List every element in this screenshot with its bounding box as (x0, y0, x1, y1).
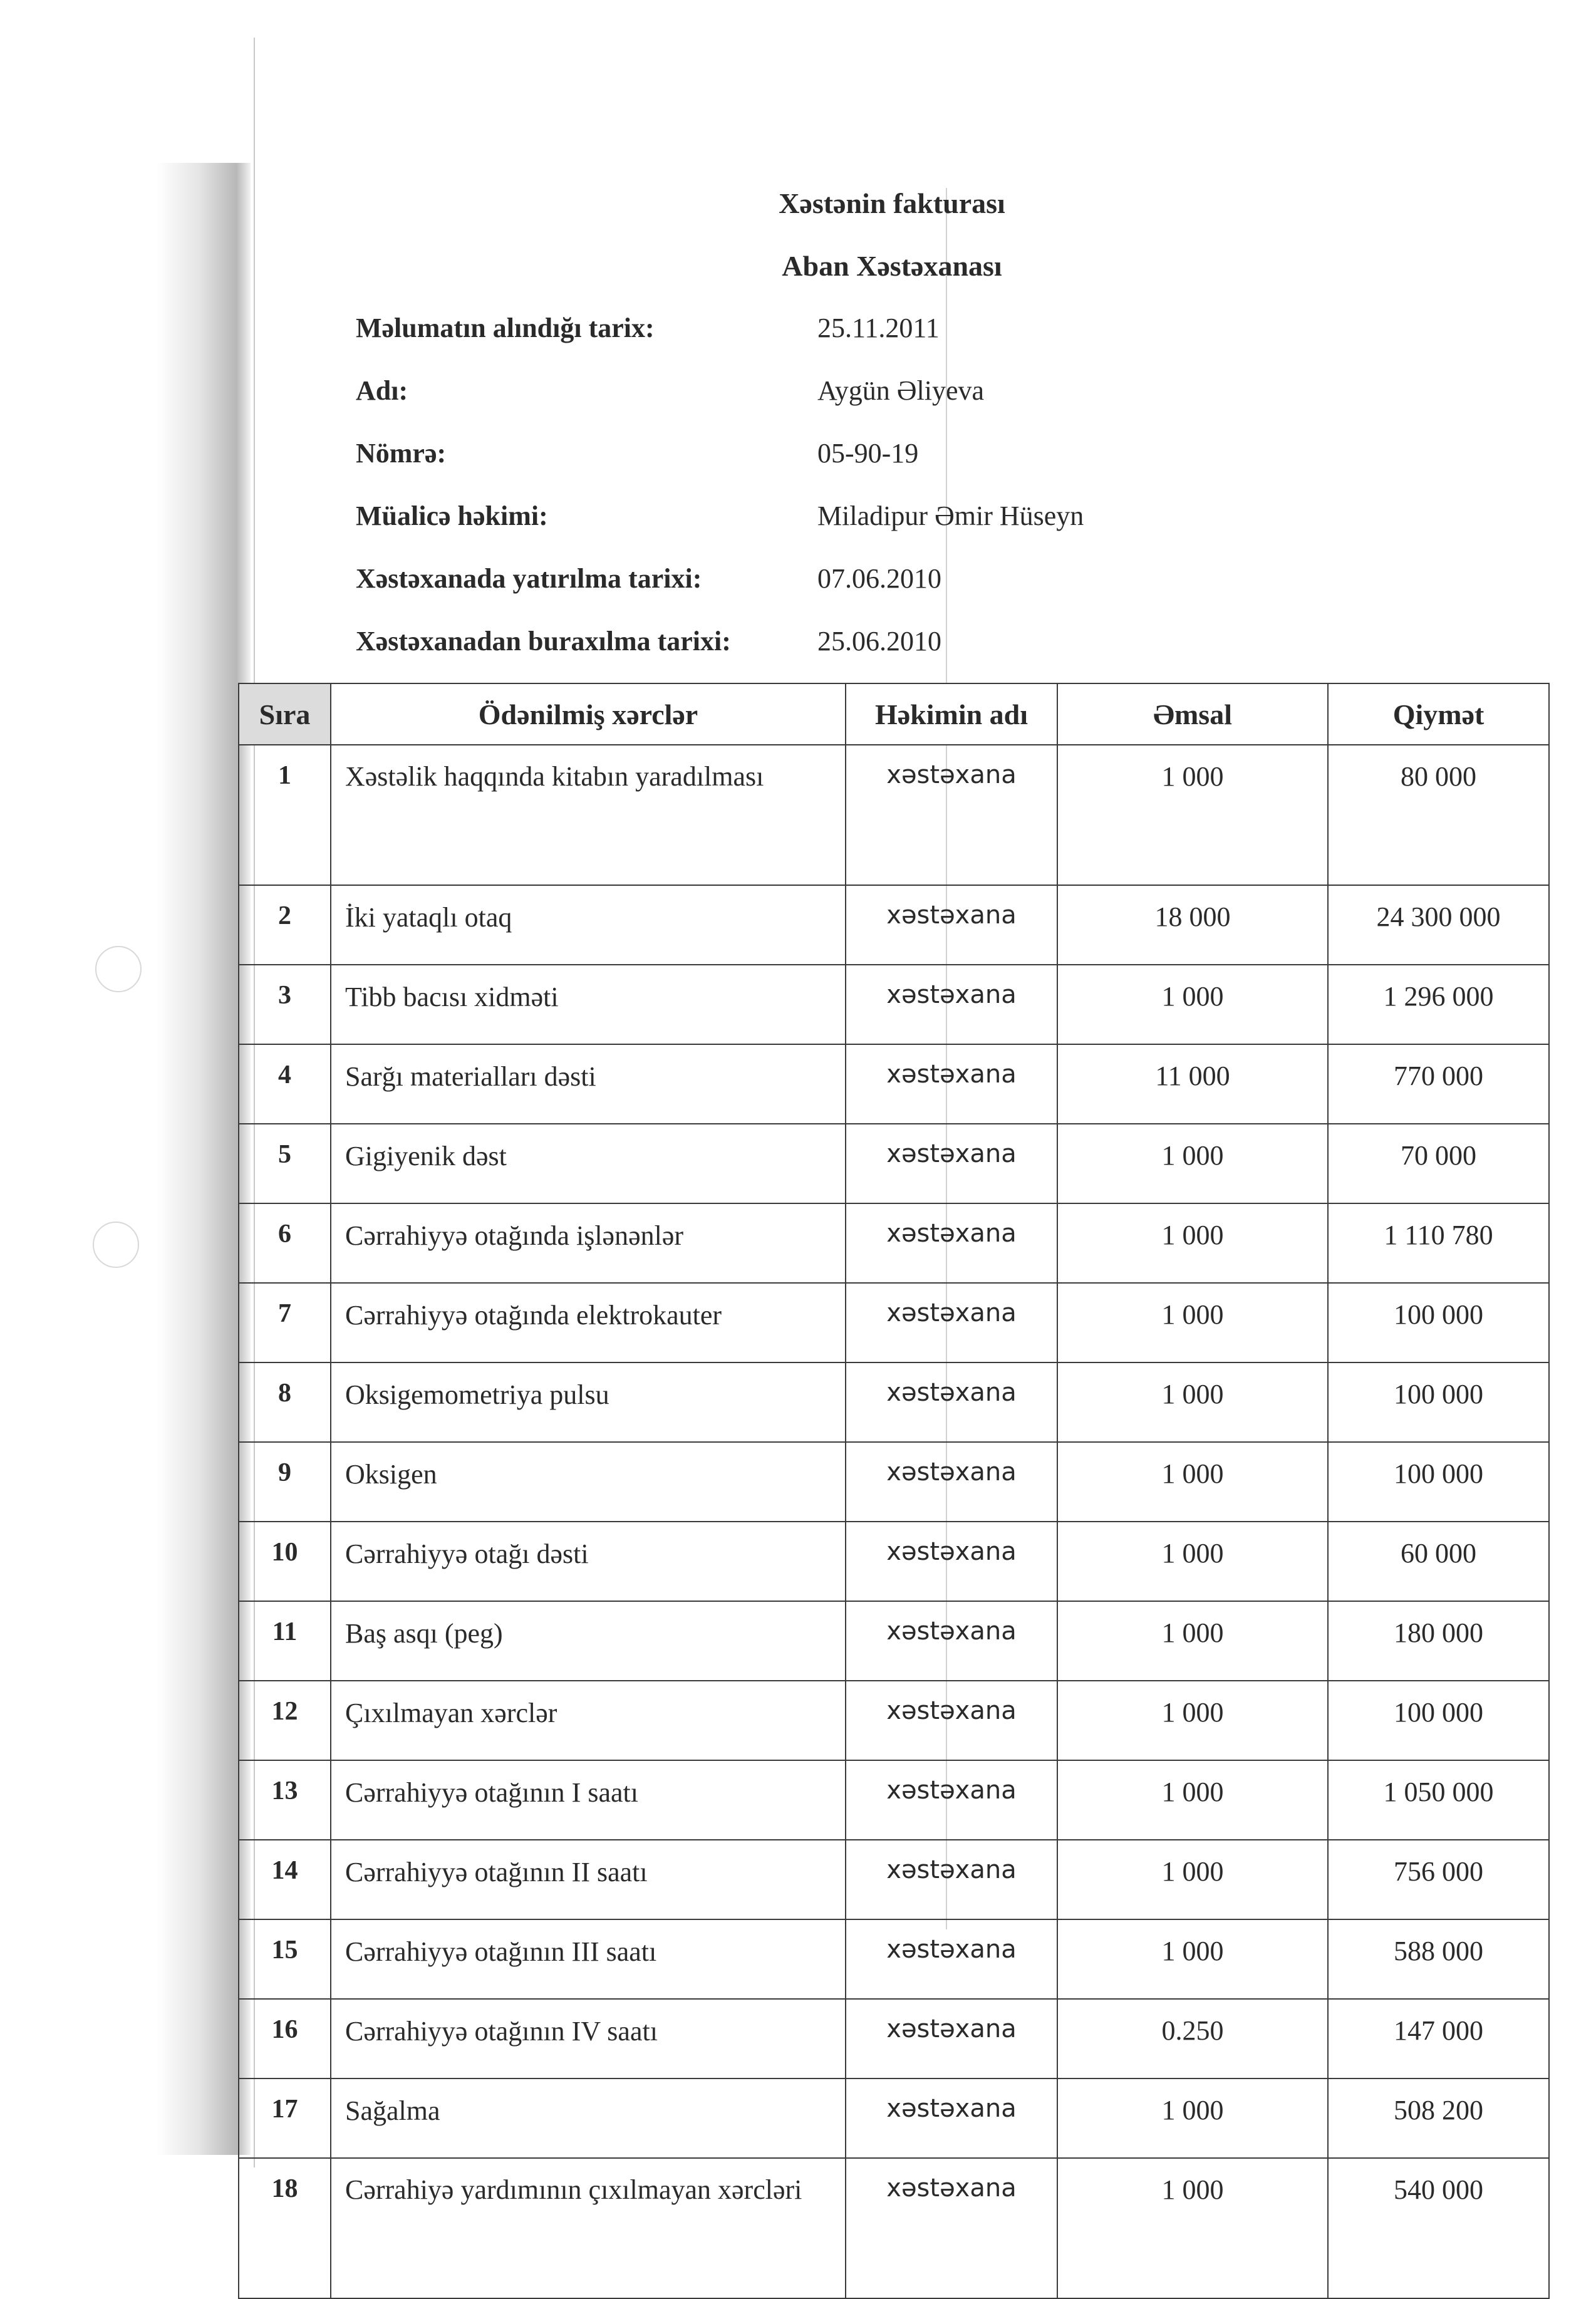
info-label: Nömrə: (356, 438, 447, 469)
table-row (239, 885, 1549, 965)
row-number: 18 (239, 2158, 331, 2298)
expense-description-text: Tibb bacısı xidməti (345, 982, 559, 1012)
punch-hole (95, 946, 142, 992)
info-value: 25.06.2010 (817, 626, 941, 656)
info-label: Məlumatın alındığı tarix: (356, 313, 655, 343)
row-number: 10 (239, 1522, 331, 1601)
row-number: 6 (239, 1203, 331, 1283)
coefficient-value: 1 000 (1057, 1919, 1328, 1999)
row-number: 3 (239, 965, 331, 1044)
info-label: Müalicə həkimi: (356, 501, 548, 531)
coefficient-value: 1 000 (1057, 1362, 1328, 1442)
expense-description-text: Oksigemometriya pulsu (345, 1379, 609, 1410)
expense-description-text: Cərrahiyə yardımının çıxılmayan xərcləri (345, 2174, 802, 2205)
expenses-table (238, 683, 1550, 2299)
table-row (239, 1999, 1549, 2078)
column-header-index: Sıra (239, 683, 331, 745)
coefficient-value: 1 000 (1057, 1601, 1328, 1681)
doctor-name: xəstəxana (846, 2078, 1057, 2158)
doctor-name: xəstəxana (846, 1362, 1057, 1442)
expense-description-text: Cərrahiyyə otağının I saatı (345, 1777, 638, 1808)
coefficient-value: 1 000 (1057, 2158, 1328, 2298)
expense-description (331, 1919, 846, 1999)
price-value: 1 110 780 (1328, 1203, 1549, 1283)
doctor-name: xəstəxana (846, 965, 1057, 1044)
table-row (239, 1919, 1549, 1999)
info-value: 25.11.2011 (817, 313, 940, 343)
row-number: 12 (239, 1681, 331, 1760)
doctor-name: xəstəxana (846, 1124, 1057, 1203)
price-value: 540 000 (1328, 2158, 1549, 2298)
expense-description (331, 2078, 846, 2158)
price-value: 24 300 000 (1328, 885, 1549, 965)
coefficient-value: 1 000 (1057, 2078, 1328, 2158)
table-row (239, 965, 1549, 1044)
table-row (239, 1203, 1549, 1283)
doctor-name: xəstəxana (846, 1522, 1057, 1601)
expense-description (331, 1681, 846, 1760)
doctor-name: xəstəxana (846, 2158, 1057, 2298)
price-value: 180 000 (1328, 1601, 1549, 1681)
row-number: 11 (239, 1601, 331, 1681)
column-header-coefficient: Əmsal (1057, 683, 1328, 745)
expense-description (331, 2158, 846, 2298)
row-number: 7 (239, 1283, 331, 1362)
row-number: 1 (239, 745, 331, 885)
column-header-doctor: Həkimin adı (846, 683, 1057, 745)
table-row (239, 1124, 1549, 1203)
info-value: 07.06.2010 (817, 563, 941, 594)
table-row (239, 1840, 1549, 1919)
expense-description (331, 1840, 846, 1919)
doctor-name: xəstəxana (846, 1999, 1057, 2078)
column-header-price: Qiymət (1328, 683, 1549, 745)
expense-description-text: Sağalma (345, 2095, 440, 2126)
expense-description-text: Cərrahiyyə otağında işlənənlər (345, 1220, 684, 1251)
expense-description-text: Cərrahiyyə otağı dəsti (345, 1539, 589, 1569)
row-number: 13 (239, 1760, 331, 1840)
expense-description (331, 1044, 846, 1124)
table-row (239, 1760, 1549, 1840)
coefficient-value: 0.250 (1057, 1999, 1328, 2078)
price-value: 100 000 (1328, 1362, 1549, 1442)
coefficient-value: 18 000 (1057, 885, 1328, 965)
coefficient-value: 1 000 (1057, 745, 1328, 885)
row-number: 5 (239, 1124, 331, 1203)
info-value: Aygün Əliyeva (817, 375, 985, 406)
price-value: 770 000 (1328, 1044, 1549, 1124)
coefficient-value: 1 000 (1057, 965, 1328, 1044)
table-row (239, 2078, 1549, 2158)
price-value: 508 200 (1328, 2078, 1549, 2158)
coefficient-value: 1 000 (1057, 1124, 1328, 1203)
price-value: 70 000 (1328, 1124, 1549, 1203)
expense-description-text: Baş asqı (peg) (345, 1618, 503, 1649)
price-value: 60 000 (1328, 1522, 1549, 1601)
coefficient-value: 1 000 (1057, 1203, 1328, 1283)
expense-description-text: Sarğı materialları dəsti (345, 1061, 596, 1092)
price-value: 100 000 (1328, 1283, 1549, 1362)
expense-description (331, 1760, 846, 1840)
price-value: 1 296 000 (1328, 965, 1549, 1044)
expense-description (331, 1442, 846, 1522)
doctor-name: xəstəxana (846, 1601, 1057, 1681)
expense-description (331, 965, 846, 1044)
column-header-expense: Ödənilmiş xərclər (331, 683, 846, 745)
coefficient-value: 1 000 (1057, 1681, 1328, 1760)
expense-description (331, 885, 846, 965)
coefficient-value: 11 000 (1057, 1044, 1328, 1124)
coefficient-value: 1 000 (1057, 1840, 1328, 1919)
table-row (239, 1522, 1549, 1601)
expense-description-text: Xəstəlik haqqında kitabın yaradılması (345, 761, 764, 792)
expense-description (331, 1999, 846, 2078)
doctor-name: xəstəxana (846, 1283, 1057, 1362)
coefficient-value: 1 000 (1057, 1760, 1328, 1840)
table-row (239, 2158, 1549, 2298)
price-value: 756 000 (1328, 1840, 1549, 1919)
doctor-name: xəstəxana (846, 885, 1057, 965)
price-value: 147 000 (1328, 1999, 1549, 2078)
doctor-name: xəstəxana (846, 1681, 1057, 1760)
doctor-name: xəstəxana (846, 1919, 1057, 1999)
row-number: 8 (239, 1362, 331, 1442)
row-number: 16 (239, 1999, 331, 2078)
row-number: 4 (239, 1044, 331, 1124)
price-value: 1 050 000 (1328, 1760, 1549, 1840)
table-row (239, 1362, 1549, 1442)
table-row (239, 1283, 1549, 1362)
scan-binding-shadow (157, 163, 251, 2155)
expense-description-text: Oksigen (345, 1459, 437, 1490)
info-value: 05-90-19 (817, 438, 919, 469)
expense-description (331, 1283, 846, 1362)
row-number: 9 (239, 1442, 331, 1522)
coefficient-value: 1 000 (1057, 1442, 1328, 1522)
table-row (239, 1044, 1549, 1124)
table-row (239, 1601, 1549, 1681)
info-label: Xəstəxanadan buraxılma tarixi: (356, 626, 731, 656)
hospital-name: Aban Xəstəxanası (782, 250, 1002, 282)
row-number: 15 (239, 1919, 331, 1999)
doctor-name: xəstəxana (846, 1442, 1057, 1522)
row-number: 2 (239, 885, 331, 965)
price-value: 588 000 (1328, 1919, 1549, 1999)
expense-description-text: Cərrahiyyə otağının III saatı (345, 1936, 657, 1967)
price-value: 100 000 (1328, 1442, 1549, 1522)
doctor-name: xəstəxana (846, 1760, 1057, 1840)
doctor-name: xəstəxana (846, 745, 1057, 885)
table-row (239, 745, 1549, 885)
info-label: Adı: (356, 375, 408, 406)
punch-hole (93, 1222, 139, 1268)
doctor-name: xəstəxana (846, 1044, 1057, 1124)
info-label: Xəstəxanada yatırılma tarixi: (356, 563, 702, 594)
doctor-name: xəstəxana (846, 1840, 1057, 1919)
expense-description (331, 1362, 846, 1442)
price-value: 100 000 (1328, 1681, 1549, 1760)
table-row (239, 1681, 1549, 1760)
expense-description (331, 745, 846, 885)
expense-description-text: Cərrahiyyə otağının II saatı (345, 1857, 648, 1887)
coefficient-value: 1 000 (1057, 1283, 1328, 1362)
expense-description (331, 1601, 846, 1681)
doctor-name: xəstəxana (846, 1203, 1057, 1283)
price-value: 80 000 (1328, 745, 1549, 885)
row-number: 14 (239, 1840, 331, 1919)
expense-description-text: Çıxılmayan xərclər (345, 1698, 557, 1728)
expense-description (331, 1522, 846, 1601)
expense-description (331, 1203, 846, 1283)
info-value: Miladipur Əmir Hüseyn (817, 501, 1084, 531)
expense-description-text: İki yataqlı otaq (345, 902, 512, 933)
invoice-title: Xəstənin fakturası (779, 187, 1005, 219)
row-number: 17 (239, 2078, 331, 2158)
coefficient-value: 1 000 (1057, 1522, 1328, 1601)
expense-description-text: Gigiyenik dəst (345, 1141, 507, 1171)
expense-description (331, 1124, 846, 1203)
expense-description-text: Cərrahiyyə otağının IV saatı (345, 2016, 658, 2047)
expense-description-text: Cərrahiyyə otağında elektrokauter (345, 1300, 722, 1331)
table-header-row (239, 683, 1549, 745)
table-row (239, 1442, 1549, 1522)
